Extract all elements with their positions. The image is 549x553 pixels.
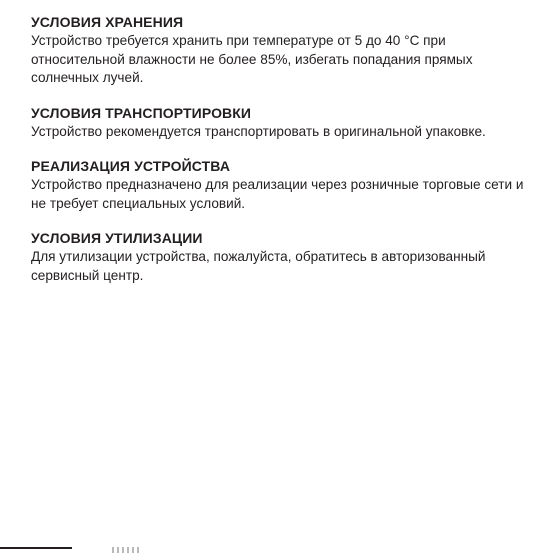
device-sale-heading: РЕАЛИЗАЦИЯ УСТРОЙСТВА bbox=[31, 158, 231, 174]
footer-decoration bbox=[112, 547, 142, 553]
storage-conditions-heading: УСЛОВИЯ ХРАНЕНИЯ bbox=[31, 14, 184, 30]
disposal-conditions-heading: УСЛОВИЯ УТИЛИЗАЦИИ bbox=[31, 230, 203, 246]
device-sale-text: Устройство предназначено для реализации через розничные торговые сети и не требует специальных условий. bbox=[31, 177, 524, 211]
device-sale-section bbox=[31, 157, 536, 213]
storage-conditions-text: Устройство требуется хранить при температуре от 5 до 40 °С при относительной влажности не более 85%, избегать попадания прямых солнечных лучей. bbox=[31, 33, 473, 85]
document-page bbox=[31, 13, 536, 301]
disposal-conditions-text: Для утилизации устройства, пожалуйста, обратитесь в авторизованный сервисный центр. bbox=[31, 249, 486, 283]
transport-conditions-text: Устройство рекомендуется транспортировать в оригинальной упаковке. bbox=[31, 123, 486, 139]
storage-conditions-section bbox=[31, 13, 536, 88]
transport-conditions-section bbox=[31, 104, 536, 142]
transport-conditions-heading: УСЛОВИЯ ТРАНСПОРТИРОВКИ bbox=[31, 104, 252, 121]
disposal-conditions-section bbox=[31, 229, 536, 285]
